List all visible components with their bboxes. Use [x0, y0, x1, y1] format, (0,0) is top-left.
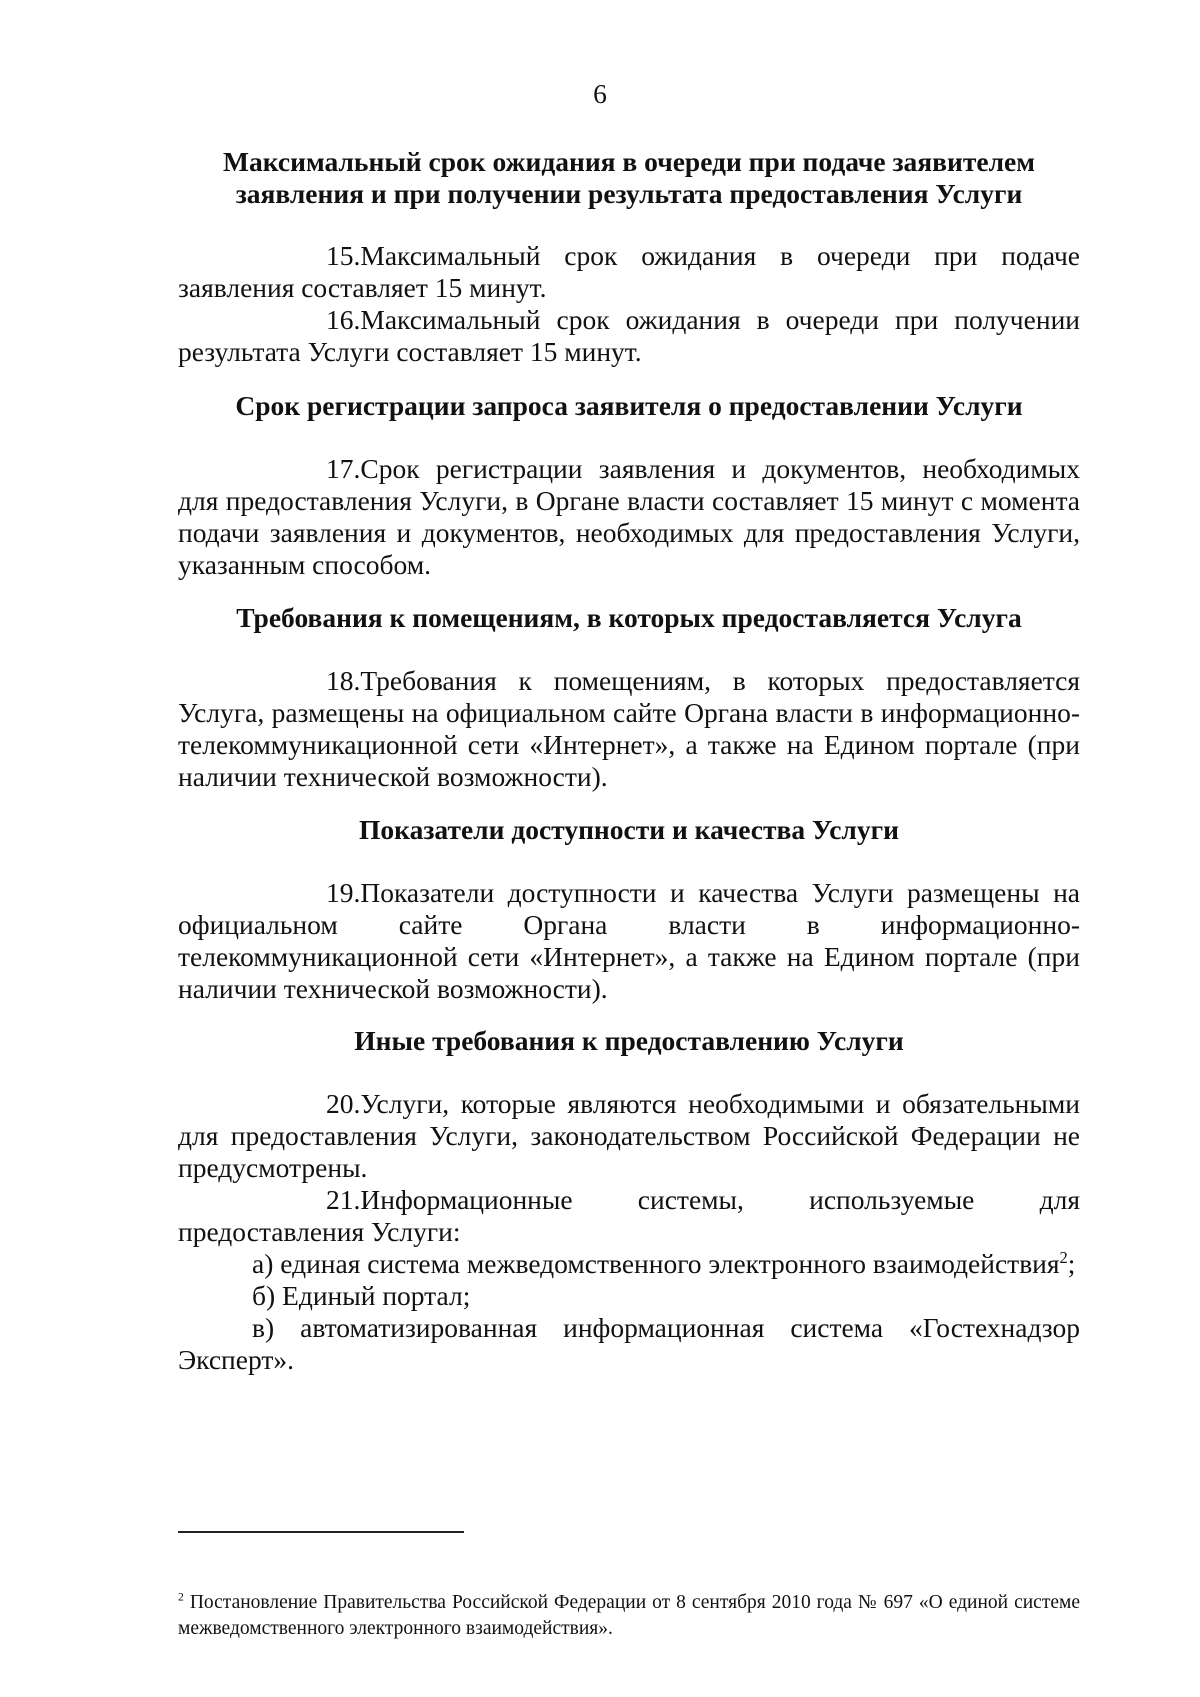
heading-line: заявления и при получении результата предоставления Услуги: [235, 178, 1023, 209]
list-item-c: [178, 1312, 1080, 1376]
item-text: а) единая система межведомственного электронного взаимодействия: [252, 1248, 1060, 1279]
footnote-separator: [178, 1531, 464, 1533]
section-heading: Показатели доступности и качества Услуги: [359, 814, 899, 845]
paragraph-text: Максимальный срок ожидания в очереди при подаче заявления составляет 15 минут.: [178, 240, 1080, 303]
paragraph-text: Услуги, которые являются необходимыми и обязательными для предоставления Услуги, законодательством Российской Федерации не предусмотрены.: [178, 1088, 1080, 1183]
paragraph-number: 20.: [326, 1088, 361, 1119]
item-punctuation: ;: [1067, 1248, 1076, 1279]
paragraph-18: [178, 665, 1080, 793]
paragraph-21: [178, 1184, 1080, 1248]
section-other-requirements: [178, 1025, 1080, 1057]
section-heading: Требования к помещениям, в которых предоставляется Услуга: [236, 602, 1022, 633]
paragraph-16: [178, 304, 1080, 368]
paragraph-number: 15.: [326, 240, 361, 271]
list-item-b: [178, 1280, 1080, 1312]
section-accessibility: [178, 814, 1080, 846]
paragraph-number: 21.: [326, 1184, 361, 1215]
paragraph-text: Срок регистрации заявления и документов, необходимых для предоставления Услуги, в Органе власти составляет 15 минут с момента подачи заявления и документов, необходимых для предоставления Услуги, указанным способом.: [178, 453, 1080, 580]
paragraph-number: 16.: [326, 304, 361, 335]
footnote-text: Постановление Правительства Российской Федерации от 8 сентября 2010 года № 697 «О единой системе межведомственного электронного взаимодействия».: [178, 1592, 1080, 1639]
footnote-marker: 2: [178, 1590, 184, 1604]
paragraph-19: [178, 877, 1080, 1005]
section-heading: [178, 146, 1080, 210]
paragraph-20-21: [178, 1088, 1080, 1376]
heading-line: Максимальный срок ожидания в очереди при подаче заявителем: [223, 146, 1035, 177]
section-registration: [178, 390, 1080, 422]
paragraph-text: Показатели доступности и качества Услуги размещены на официальном сайте Органа власти в информационно-телекоммуникационной сети «Интернет», а также на Едином портале (при наличии технической возможности).: [178, 877, 1080, 1004]
paragraph-number: 17.: [326, 453, 361, 484]
footnote: [178, 1590, 1080, 1642]
paragraph-text: Информационные системы, используемые для предоставления Услуги:: [178, 1184, 1080, 1247]
item-text: б) Единый портал;: [252, 1280, 471, 1311]
section-premises: [178, 602, 1080, 634]
section-heading: Иные требования к предоставлению Услуги: [354, 1025, 904, 1056]
page-number: 6: [593, 78, 607, 109]
paragraph-20: [178, 1088, 1080, 1184]
section-heading: Срок регистрации запроса заявителя о предоставлении Услуги: [235, 390, 1023, 421]
paragraph-15: [178, 240, 1080, 368]
footnote-ref[interactable]: 2: [1059, 1247, 1068, 1267]
list-item-a: [178, 1248, 1080, 1280]
section-queue-wait: [178, 146, 1080, 210]
paragraph-number: 18.: [326, 665, 361, 696]
paragraph-number: 19.: [326, 877, 361, 908]
paragraph-text: Требования к помещениям, в которых предоставляется Услуга, размещены на официальном сайте Органа власти в информационно-телекоммуникационной сети «Интернет», а также на Едином портале (при наличии технической возможности).: [178, 665, 1080, 792]
paragraph-text: Максимальный срок ожидания в очереди при получении результата Услуги составляет 15 минут.: [178, 304, 1080, 367]
paragraph-17: [178, 453, 1080, 581]
item-text: в) автоматизированная информационная система «Гостехнадзор Эксперт».: [178, 1312, 1080, 1375]
